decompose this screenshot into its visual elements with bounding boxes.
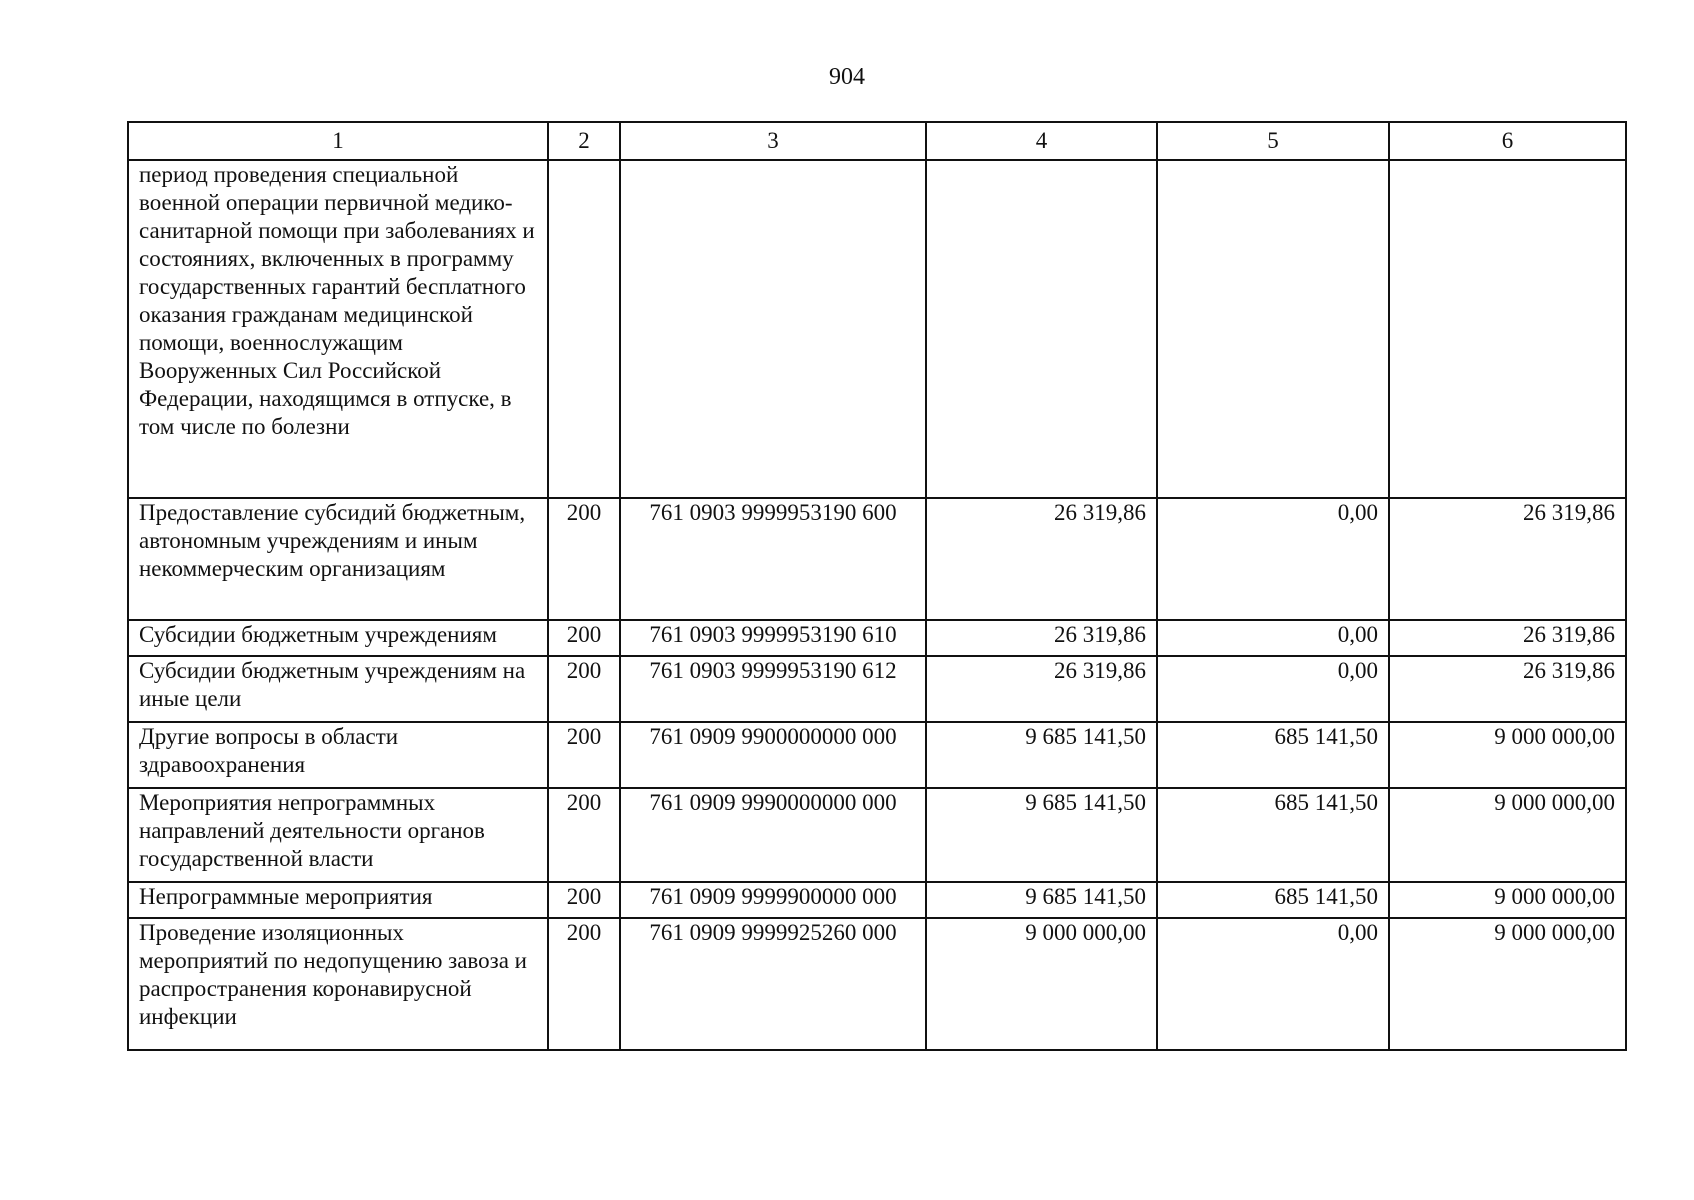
row-col6: 9 000 000,00 — [1389, 882, 1626, 918]
row-col2: 200 — [548, 882, 620, 918]
row-col2: 200 — [548, 620, 620, 656]
row-name: Непрограммные мероприятия — [128, 882, 548, 918]
table-header-row — [128, 122, 1626, 160]
row-col6: 26 319,86 — [1389, 620, 1626, 656]
column-header-2: 2 — [548, 122, 620, 160]
row-col5 — [1157, 160, 1389, 498]
row-col4: 9 685 141,50 — [926, 722, 1157, 788]
row-col6: 26 319,86 — [1389, 656, 1626, 722]
row-col4: 26 319,86 — [926, 620, 1157, 656]
row-col6 — [1389, 160, 1626, 498]
row-code: 761 0903 9999953190 610 — [620, 620, 926, 656]
row-col2: 200 — [548, 722, 620, 788]
row-col5: 685 141,50 — [1157, 882, 1389, 918]
row-col2: 200 — [548, 656, 620, 722]
row-col2: 200 — [548, 498, 620, 620]
column-header-4: 4 — [926, 122, 1157, 160]
row-col2 — [548, 160, 620, 498]
row-code: 761 0909 9999925260 000 — [620, 918, 926, 1050]
row-name: Проведение изоляционных мероприятий по недопущению завоза и распространения коронавирусной инфекции — [128, 918, 548, 1050]
table-row — [128, 620, 1626, 656]
table-row — [128, 160, 1626, 498]
row-col5: 685 141,50 — [1157, 788, 1389, 882]
row-col5: 0,00 — [1157, 498, 1389, 620]
column-header-1: 1 — [128, 122, 548, 160]
column-header-6: 6 — [1389, 122, 1626, 160]
row-col6: 9 000 000,00 — [1389, 918, 1626, 1050]
row-name: Субсидии бюджетным учреждениям — [128, 620, 548, 656]
row-code: 761 0903 9999953190 612 — [620, 656, 926, 722]
row-name: Предоставление субсидий бюджетным, автономным учреждениям и иным некоммерческим организациям — [128, 498, 548, 620]
row-name: Субсидии бюджетным учреждениям на иные цели — [128, 656, 548, 722]
row-col5: 685 141,50 — [1157, 722, 1389, 788]
row-col4: 9 685 141,50 — [926, 882, 1157, 918]
column-header-3: 3 — [620, 122, 926, 160]
row-name: Другие вопросы в области здравоохранения — [128, 722, 548, 788]
column-header-5: 5 — [1157, 122, 1389, 160]
row-col5: 0,00 — [1157, 656, 1389, 722]
row-col4: 9 685 141,50 — [926, 788, 1157, 882]
row-col4 — [926, 160, 1157, 498]
budget-table — [127, 121, 1627, 1051]
row-col6: 9 000 000,00 — [1389, 788, 1626, 882]
table-row — [128, 882, 1626, 918]
row-name: период проведения специальной военной операции первичной медико-санитарной помощи при заболеваниях и состояниях, включенных в программу государственных гарантий бесплатного оказания гражданам медицинской помощи, военнослужащим Вооруженных Сил Российской Федерации, находящимся в отпуске, в том числе по болезни — [128, 160, 548, 498]
table-row — [128, 722, 1626, 788]
row-col5: 0,00 — [1157, 620, 1389, 656]
row-col5: 0,00 — [1157, 918, 1389, 1050]
row-code — [620, 160, 926, 498]
table-row — [128, 918, 1626, 1050]
row-name: Мероприятия непрограммных направлений деятельности органов государственной власти — [128, 788, 548, 882]
row-col4: 9 000 000,00 — [926, 918, 1157, 1050]
page-number: 904 — [829, 64, 865, 90]
row-col4: 26 319,86 — [926, 498, 1157, 620]
row-code: 761 0909 9900000000 000 — [620, 722, 926, 788]
row-col2: 200 — [548, 918, 620, 1050]
table-row — [128, 788, 1626, 882]
row-col2: 200 — [548, 788, 620, 882]
table-row — [128, 656, 1626, 722]
row-code: 761 0903 9999953190 600 — [620, 498, 926, 620]
row-col4: 26 319,86 — [926, 656, 1157, 722]
row-col6: 26 319,86 — [1389, 498, 1626, 620]
table-row — [128, 498, 1626, 620]
row-col6: 9 000 000,00 — [1389, 722, 1626, 788]
row-code: 761 0909 9990000000 000 — [620, 788, 926, 882]
row-code: 761 0909 9999900000 000 — [620, 882, 926, 918]
